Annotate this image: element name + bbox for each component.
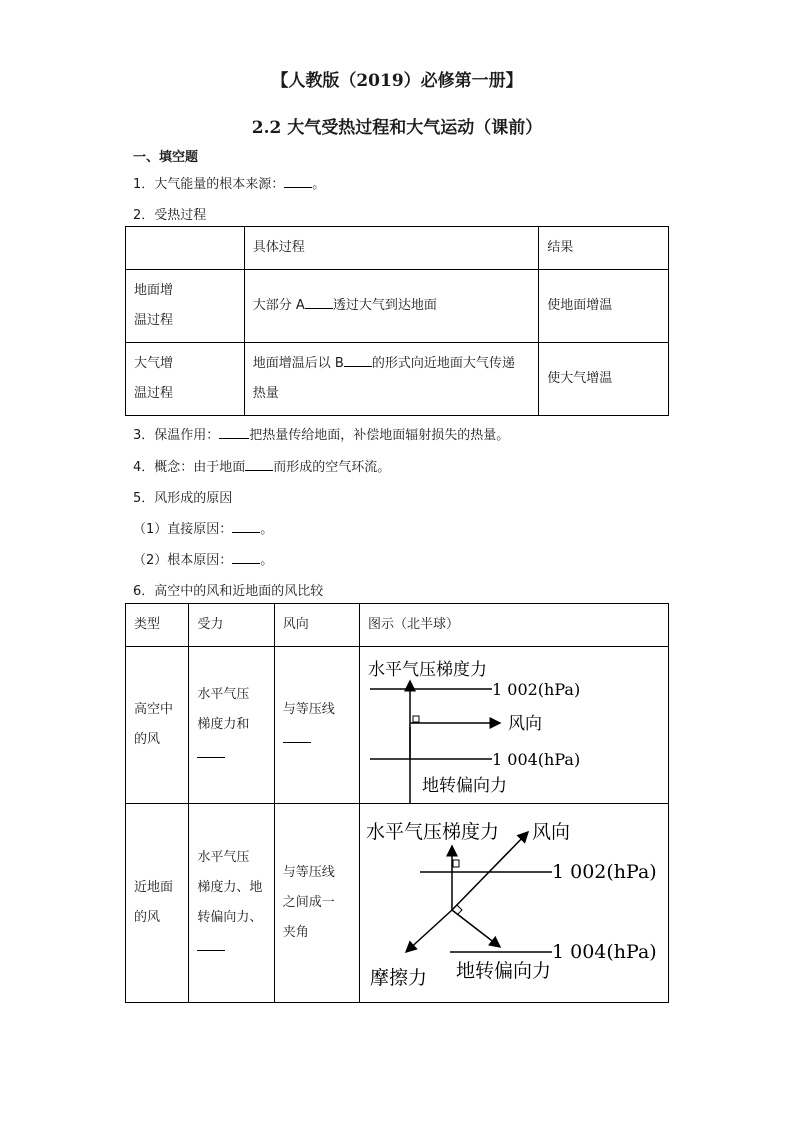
coriolis-label: 地转偏向力 — [455, 960, 551, 982]
answer-blank[interactable] — [305, 295, 333, 309]
question-1-end: 。 — [312, 177, 326, 192]
process-cell — [244, 343, 538, 416]
table-header-cell: 结果 — [539, 227, 669, 270]
table-row — [126, 270, 669, 343]
wind-label: 风向 — [507, 714, 542, 734]
answer-blank[interactable] — [197, 937, 225, 951]
wind-comparison-table — [125, 603, 669, 1003]
force-line: 转偏向力、 — [197, 910, 263, 925]
type-line: 近地面 — [134, 880, 174, 895]
process-text: 透过大气到达地面 — [332, 298, 437, 313]
question-4 — [133, 456, 390, 475]
force-cell — [189, 647, 274, 804]
answer-blank[interactable] — [283, 729, 311, 743]
surface-wind-diagram — [360, 804, 668, 1002]
friction-arrow — [406, 910, 452, 952]
table-header-row — [126, 604, 669, 647]
table-header-row — [126, 227, 669, 270]
pgf-label: 水平气压梯度力 — [367, 660, 487, 680]
type-line: 的风 — [134, 910, 161, 925]
table-header-cell: 类型 — [126, 604, 189, 647]
row-label-line: 温过程 — [134, 313, 174, 328]
direction-line: 与等压线 — [282, 865, 335, 880]
row-label-cell — [126, 343, 245, 416]
type-cell — [126, 804, 189, 1003]
isobar-label: 1 002(hPa) — [491, 680, 581, 699]
force-line — [197, 740, 265, 770]
pgf-label: 水平气压梯度力 — [365, 821, 499, 843]
question-2: 2．受热过程 — [133, 208, 207, 223]
row-label-line: 大气增 — [134, 356, 174, 371]
isobar-label: 1 002(hPa) — [551, 861, 657, 883]
direction-line: 夹角 — [282, 925, 309, 940]
process-cell — [244, 270, 538, 343]
surface-wind-svg — [360, 804, 668, 1002]
table-header-cell — [126, 227, 245, 270]
diagram-cell — [359, 804, 668, 1003]
question-5-1-text: （1）直接原因： — [133, 522, 233, 537]
row-label-line: 温过程 — [134, 386, 174, 401]
force-line: 梯度力、地 — [197, 880, 263, 895]
table-header-cell: 受力 — [189, 604, 274, 647]
force-line: 水平气压 — [197, 687, 250, 702]
diagram-cell — [359, 647, 668, 804]
direction-line: 之间成一 — [282, 895, 335, 910]
answer-blank[interactable] — [219, 425, 249, 439]
table-row — [126, 343, 669, 416]
direction-line: 与等压线 — [282, 702, 335, 717]
question-1-text: 1．大气能量的根本来源： — [133, 177, 285, 192]
row-label-cell — [126, 270, 245, 343]
question-5: 5．风形成的原因 — [133, 491, 233, 506]
question-4-text: 4．概念：由于地面 — [133, 460, 246, 475]
answer-blank[interactable] — [344, 353, 372, 367]
row-label-line: 地面增 — [134, 283, 174, 298]
question-3-text: 把热量传给地面，补偿地面辐射损失的热量。 — [249, 428, 510, 443]
question-5-2-text: 。 — [260, 553, 274, 568]
answer-blank[interactable] — [232, 550, 260, 564]
question-5-1 — [133, 518, 273, 537]
type-line: 的风 — [134, 732, 161, 747]
answer-blank[interactable] — [245, 457, 273, 471]
right-angle-mark — [453, 860, 459, 867]
table-row — [126, 804, 669, 1003]
result-cell: 使大气增温 — [539, 343, 669, 416]
question-4-text: 而形成的空气环流。 — [273, 460, 391, 475]
question-3-text: 3．保温作用： — [133, 428, 220, 443]
process-text: 的形式向近地面大气传递 — [371, 356, 515, 371]
upper-wind-svg — [360, 647, 668, 803]
document-title: 【人教版（2019）必修第一册】 — [271, 71, 523, 91]
answer-blank[interactable] — [284, 174, 312, 188]
isobar-label: 1 004(hPa) — [551, 941, 657, 963]
direction-cell — [274, 804, 359, 1003]
right-angle-mark — [413, 716, 419, 722]
question-3 — [133, 424, 509, 443]
force-line: 水平气压 — [197, 850, 250, 865]
table-header-cell: 风向 — [274, 604, 359, 647]
result-cell: 使地面增温 — [539, 270, 669, 343]
question-5-2-text: （2）根本原因： — [133, 553, 233, 568]
process-text: 热量 — [252, 386, 279, 401]
wind-label: 风向 — [531, 821, 570, 843]
question-6: 6．高空中的风和近地面的风比较 — [133, 584, 324, 599]
table-header-cell: 图示（北半球） — [359, 604, 668, 647]
coriolis-arrow — [452, 910, 500, 947]
table-header-cell: 具体过程 — [244, 227, 538, 270]
direction-line — [283, 725, 351, 755]
answer-blank[interactable] — [197, 744, 225, 758]
question-1 — [133, 173, 325, 192]
answer-blank[interactable] — [232, 519, 260, 533]
process-text: 大部分 A — [252, 298, 305, 313]
upper-wind-diagram — [360, 647, 668, 803]
force-cell — [189, 804, 274, 1003]
coriolis-label: 地转偏向力 — [421, 776, 507, 796]
direction-cell — [274, 647, 359, 804]
friction-label: 摩擦力 — [369, 967, 427, 989]
process-text: 地面增温后以 B — [252, 356, 344, 371]
table-row — [126, 647, 669, 804]
document-subtitle: 2.2 大气受热过程和大气运动（课前） — [251, 118, 543, 138]
isobar-label: 1 004(hPa) — [491, 750, 581, 769]
force-line: 梯度力和 — [197, 717, 250, 732]
wind-arrow — [452, 832, 528, 910]
type-line: 高空中 — [134, 702, 174, 717]
question-5-1-text: 。 — [260, 522, 274, 537]
question-5-2 — [133, 549, 273, 568]
section-heading: 一、填空题 — [133, 150, 199, 165]
type-cell — [126, 647, 189, 804]
force-line — [197, 933, 265, 963]
heating-process-table — [125, 226, 669, 416]
